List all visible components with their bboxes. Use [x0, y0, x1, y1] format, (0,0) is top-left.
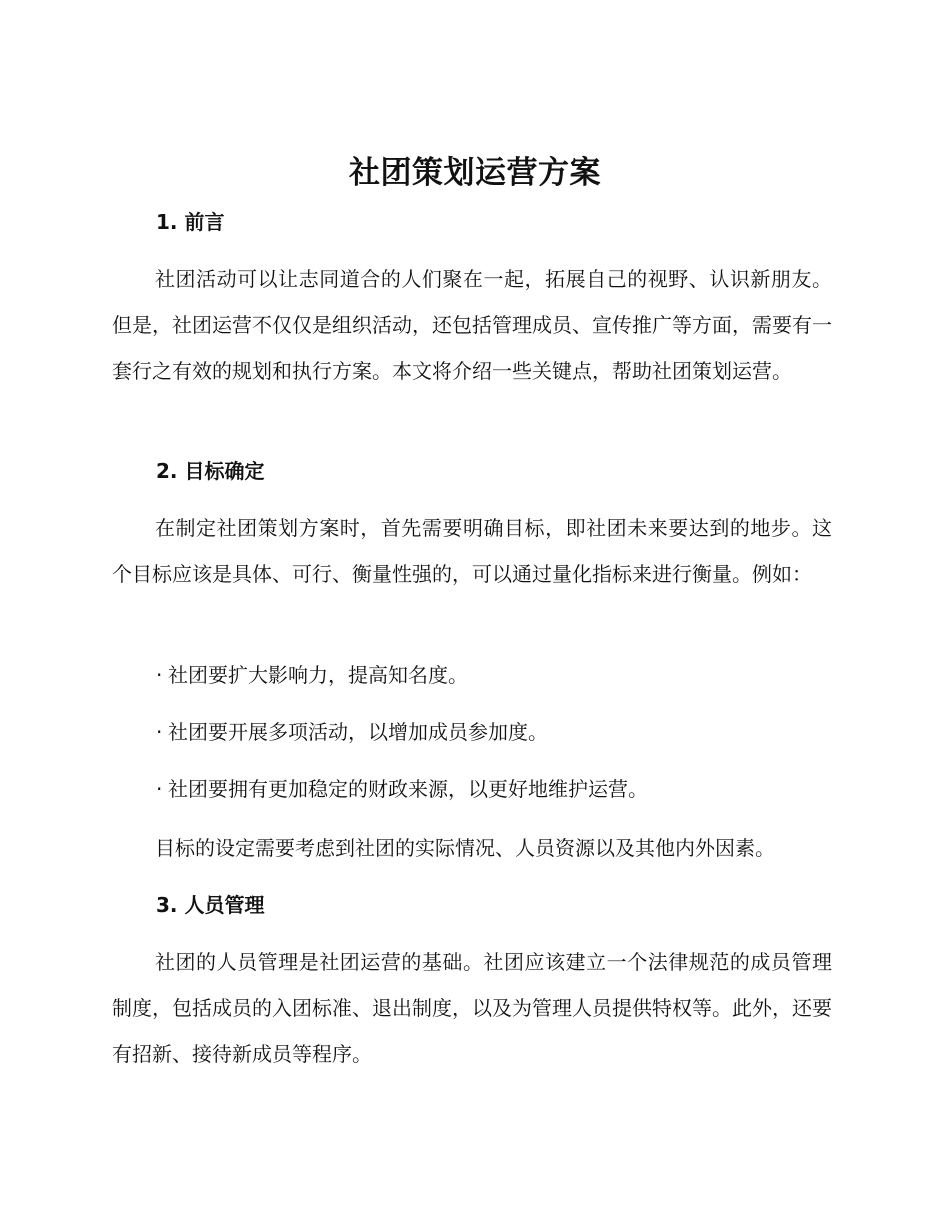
bullet-marker: ·	[156, 663, 163, 687]
goal-bullet-item	[156, 717, 548, 747]
section-intro-paragraph: 社团活动可以让志同道合的人们聚在一起，拓展自己的视野、认识新朋友。但是，社团运营不仅仅是组织活动，还包括管理成员、宣传推广等方面，需要有一套行之有效的规划和执行方案。本文将介绍一些关键点，帮助社团策划运营。	[112, 267, 832, 383]
bullet-marker: ·	[156, 777, 163, 801]
section-personnel-paragraph: 社团的人员管理是社团运营的基础。社团应该建立一个法律规范的成员管理制度，包括成员的入团标准、退出制度，以及为管理人员提供特权等。此外，还要有招新、接待新成员等程序。	[112, 950, 832, 1066]
goal-bullet-text: 社团要开展多项活动，以增加成员参加度。	[168, 720, 548, 744]
goal-bullet-item	[156, 660, 468, 690]
document-title: 社团策划运营方案	[349, 155, 601, 191]
bullet-marker: ·	[156, 720, 163, 744]
section-heading-intro: 1. 前言	[156, 210, 225, 234]
section-goals-closing-paragraph: 目标的设定需要考虑到社团的实际情况、人员资源以及其他内外因素。	[155, 836, 775, 860]
goal-bullet-item	[156, 774, 648, 804]
goal-bullet-text: 社团要拥有更加稳定的财政来源，以更好地维护运营。	[168, 777, 648, 801]
section-heading-goals: 2. 目标确定	[156, 459, 265, 483]
goal-bullet-text: 社团要扩大影响力，提高知名度。	[168, 663, 468, 687]
section-heading-personnel: 3. 人员管理	[156, 893, 265, 917]
section-goals-intro-paragraph: 在制定社团策划方案时，首先需要明确目标，即社团未来要达到的地步。这个目标应该是具体、可行、衡量性强的，可以通过量化指标来进行衡量。例如：	[112, 516, 832, 586]
